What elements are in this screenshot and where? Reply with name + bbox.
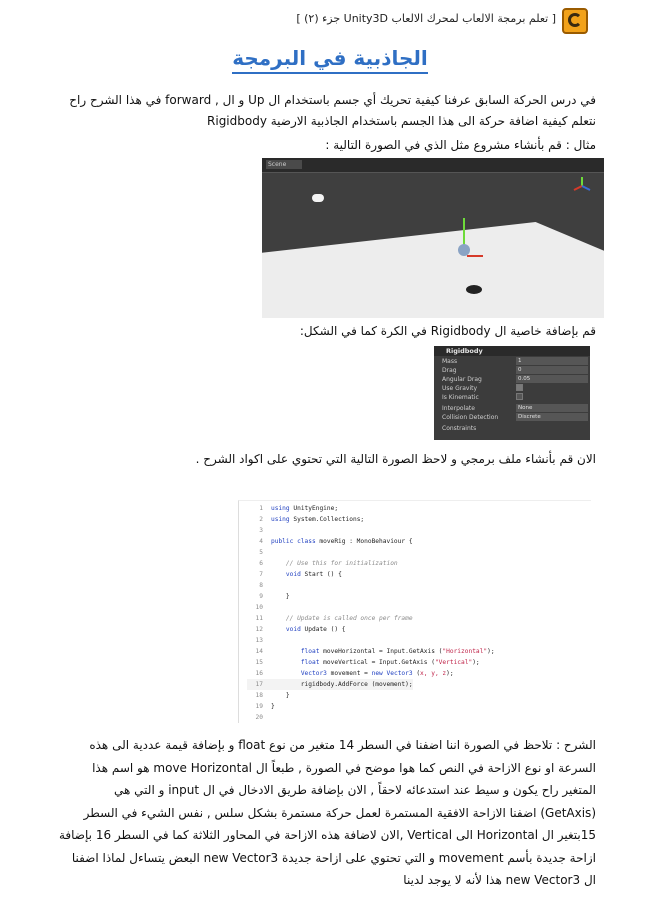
interpolate-select[interactable]: None <box>516 404 588 412</box>
scene-toolbar <box>262 158 604 173</box>
rb-row-mass: Mass 1 <box>442 357 588 366</box>
code-line: 1 using UnityEngine; <box>259 505 339 512</box>
code-line: 17 rigidbody.AddForce (movement); <box>247 679 413 690</box>
rigidbody-caption: قم بإضافة خاصية ال Rigidbody في الكرة كما في الشكل: <box>299 324 596 338</box>
rb-row-angular-drag: Angular Drag 0.05 <box>442 375 588 384</box>
sphere-object <box>458 244 470 256</box>
code-screenshot <box>238 500 591 723</box>
mass-field[interactable]: 1 <box>516 357 588 365</box>
scene-screenshot <box>262 158 604 318</box>
rigidbody-header <box>434 346 590 356</box>
code-line: 19 } <box>255 703 275 710</box>
rb-row-interpolate: Interpolate None <box>442 404 588 413</box>
use-gravity-checkbox[interactable] <box>516 384 523 391</box>
page-title: الجاذبية في البرمجة <box>0 46 660 70</box>
is-kinematic-checkbox[interactable] <box>516 393 523 400</box>
code-line: 10 <box>255 604 263 611</box>
scene-tab: Scene <box>266 160 302 169</box>
code-line: 7 void Start () { <box>259 571 342 578</box>
code-line: 8 <box>259 582 263 589</box>
code-line: 3 <box>259 527 263 534</box>
rb-row-is-kinematic: Is Kinematic <box>442 393 588 402</box>
code-line: 16 Vector3 movement = new Vector3 (x, y, z); <box>255 670 454 677</box>
code-line: 11 // Update is called once per frame <box>255 615 413 622</box>
code-line: 9 } <box>259 593 290 600</box>
collision-detection-select[interactable]: Discrete <box>516 413 588 421</box>
example-caption: مثال : قم بأنشاء مشروع مثل الذي في الصورة التالية : <box>325 138 596 152</box>
header-text: [ تعلم برمجة الالعاب لمحرك الالعاب Unity3D جزء (٢) ] <box>296 12 556 25</box>
code-line: 20 <box>255 714 263 721</box>
intro-paragraph: في درس الحركة السابق عرفنا كيفية تحريك أي جسم باستخدام ال Up و ال , forward في هذا الشرح راح نتعلم كيفية اضافة حركة الى هذا الجسم باستخدام الجاذبية الارضية Rigidbody <box>69 93 596 128</box>
rb-row-use-gravity: Use Gravity <box>442 384 588 393</box>
rb-row-drag: Drag 0 <box>442 366 588 375</box>
code-line: 4 public class moveRig : MonoBehaviour { <box>259 538 413 545</box>
rigidbody-panel <box>434 346 590 440</box>
logo-icon <box>562 8 588 34</box>
rigidbody-title: Rigidbody <box>446 347 483 355</box>
explanation-paragraph: الشرح : تلاحظ في الصورة اننا اضفنا في السطر 14 متغير من نوع float و بإضافة قيمة عددية الى هذه السرعة او نوع الازاحة في النص كما هوا موضح في الصورة , طبعاً ال move Horizontal هو اسم هذا المتغير راح يكون و سيط عند استدعائه لاحقاً , الان بإضافة طريق الادخال في ال input و التي هي (GetAxis) اضفنا الازاحة الافقية المستمرة لعمل حركة مستمرة بشكل سلس , نفس الشيء في السطر 15بتغير ال Horizontal الى Vertical ,الان لاضافة هذه الازاحة في المحاور الثلاثة كما في السطر 16 بإضافة ازاحة جديدة بأسم movement و التي تحتوي على ازاحة جديدة new Vector3 البعض يتساءل لماذا اضفنا ال new Vector3 هذا لأنه لا يوجد لدينا <box>58 738 596 887</box>
scene-gizmo-icon <box>572 176 592 196</box>
script-caption: الان قم بأنشاء ملف برمجي و لاحظ الصورة التالية التي تحتوي على اكواد الشرح . <box>195 452 596 466</box>
code-line: 12 void Update () { <box>255 626 346 633</box>
code-line: 18 } <box>255 692 290 699</box>
rb-row-constraints[interactable]: Constraints <box>442 425 477 432</box>
rb-row-collision-detection: Collision Detection Discrete <box>442 413 588 422</box>
code-line: 15 float moveVertical = Input.GetAxis ("Vertical"); <box>255 659 480 666</box>
code-line: 2 using System.Collections; <box>259 516 365 523</box>
drag-field[interactable]: 0 <box>516 366 588 374</box>
x-axis-handle <box>467 255 483 257</box>
light-icon <box>312 194 324 202</box>
ground-plane <box>262 222 604 318</box>
code-line: 5 <box>259 549 263 556</box>
code-line: 13 <box>255 637 263 644</box>
angular-drag-field[interactable]: 0.05 <box>516 375 588 383</box>
code-line: 14 float moveHorizontal = Input.GetAxis ("Horizontal"); <box>255 648 495 655</box>
code-line: 6 // Use this for initialization <box>259 560 398 567</box>
ball-shadow <box>466 285 482 294</box>
